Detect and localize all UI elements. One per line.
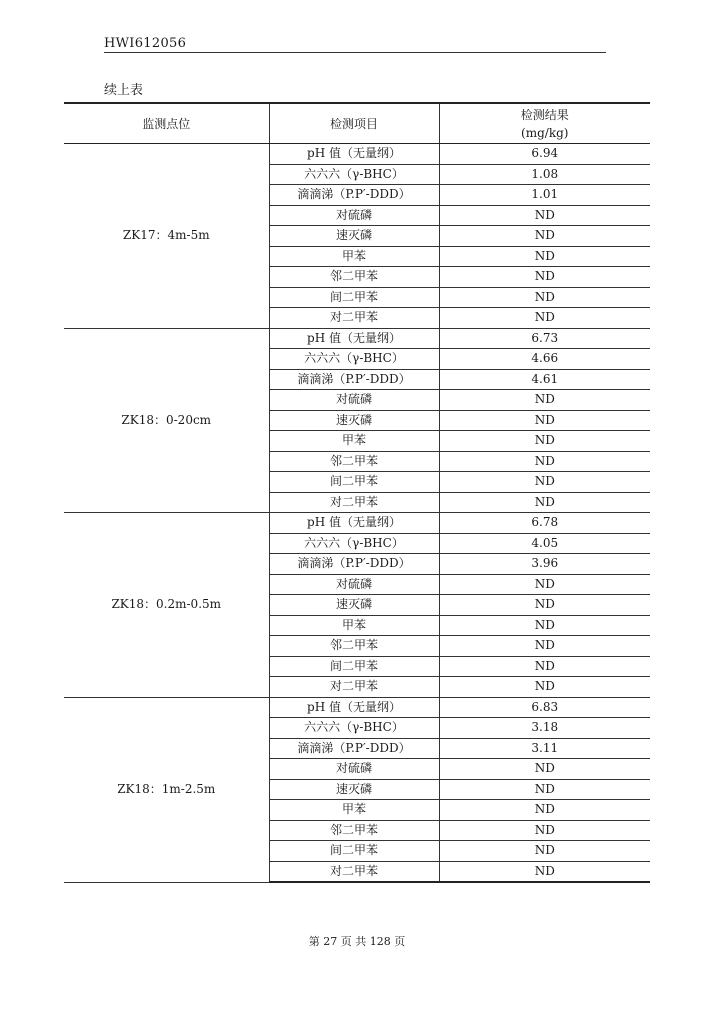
result-cell: ND — [439, 390, 650, 411]
result-cell: ND — [439, 841, 650, 862]
item-cell: 邻二甲苯 — [269, 636, 439, 657]
item-cell: 对硫磷 — [269, 574, 439, 595]
result-cell: ND — [439, 246, 650, 267]
result-cell: 6.83 — [439, 697, 650, 718]
item-cell: 滴滴涕（P.P′-DDD） — [269, 369, 439, 390]
item-cell: 甲苯 — [269, 246, 439, 267]
result-cell: ND — [439, 205, 650, 226]
result-cell: ND — [439, 595, 650, 616]
item-cell: 滴滴涕（P.P′-DDD） — [269, 185, 439, 206]
location-cell: ZK18：1m-2.5m — [64, 697, 269, 882]
table-body — [64, 144, 650, 883]
table-row — [64, 697, 650, 718]
result-cell: ND — [439, 759, 650, 780]
result-cell: 3.96 — [439, 554, 650, 575]
result-cell: 3.18 — [439, 718, 650, 739]
result-cell: 6.94 — [439, 144, 650, 165]
result-cell: ND — [439, 308, 650, 329]
item-cell: 甲苯 — [269, 615, 439, 636]
item-cell: 间二甲苯 — [269, 287, 439, 308]
document-id: HWI612056 — [104, 36, 187, 51]
result-cell: ND — [439, 226, 650, 247]
result-cell: ND — [439, 820, 650, 841]
result-cell: ND — [439, 410, 650, 431]
result-cell: ND — [439, 492, 650, 513]
header-location: 监测点位 — [64, 103, 269, 144]
result-cell: 6.78 — [439, 513, 650, 534]
result-cell: ND — [439, 451, 650, 472]
table-row — [64, 513, 650, 534]
result-cell: 6.73 — [439, 328, 650, 349]
item-cell: 六六六（γ-BHC） — [269, 718, 439, 739]
result-cell: ND — [439, 431, 650, 452]
header-item: 检测项目 — [269, 103, 439, 144]
item-cell: 滴滴涕（P.P′-DDD） — [269, 738, 439, 759]
location-cell: ZK17：4m-5m — [64, 144, 269, 329]
result-cell: 4.61 — [439, 369, 650, 390]
item-cell: 甲苯 — [269, 431, 439, 452]
result-cell: 4.05 — [439, 533, 650, 554]
result-cell: ND — [439, 574, 650, 595]
item-cell: pH 值（无量纲） — [269, 144, 439, 165]
header-result-unit: (mg/kg) — [521, 125, 569, 140]
result-cell: ND — [439, 800, 650, 821]
results-table — [64, 102, 650, 883]
location-cell: ZK18：0.2m-0.5m — [64, 513, 269, 698]
item-cell: 六六六（γ-BHC） — [269, 533, 439, 554]
item-cell: 邻二甲苯 — [269, 451, 439, 472]
result-cell: 3.11 — [439, 738, 650, 759]
item-cell: 速灭磷 — [269, 410, 439, 431]
item-cell: 速灭磷 — [269, 779, 439, 800]
result-cell: ND — [439, 861, 650, 882]
table-header-row — [64, 103, 650, 144]
item-cell: 对二甲苯 — [269, 492, 439, 513]
result-cell: 1.01 — [439, 185, 650, 206]
item-cell: 速灭磷 — [269, 226, 439, 247]
result-cell: ND — [439, 656, 650, 677]
item-cell: 间二甲苯 — [269, 472, 439, 493]
item-cell: pH 值（无量纲） — [269, 328, 439, 349]
item-cell: 对二甲苯 — [269, 308, 439, 329]
result-cell: ND — [439, 677, 650, 698]
header-result — [439, 103, 650, 144]
result-cell: ND — [439, 267, 650, 288]
item-cell: 对硫磷 — [269, 390, 439, 411]
item-cell: 六六六（γ-BHC） — [269, 349, 439, 370]
result-cell: ND — [439, 779, 650, 800]
item-cell: 邻二甲苯 — [269, 267, 439, 288]
location-cell: ZK18：0-20cm — [64, 328, 269, 513]
table-row — [64, 328, 650, 349]
item-cell: 间二甲苯 — [269, 656, 439, 677]
result-cell: ND — [439, 636, 650, 657]
item-cell: 对硫磷 — [269, 205, 439, 226]
header-result-label: 检测结果 — [520, 107, 569, 122]
item-cell: 滴滴涕（P.P′-DDD） — [269, 554, 439, 575]
item-cell: pH 值（无量纲） — [269, 697, 439, 718]
item-cell: 速灭磷 — [269, 595, 439, 616]
result-cell: 4.66 — [439, 349, 650, 370]
result-cell: ND — [439, 472, 650, 493]
table-caption: 续上表 — [104, 83, 144, 98]
item-cell: 甲苯 — [269, 800, 439, 821]
page-number: 第 27 页 共 128 页 — [308, 935, 406, 948]
item-cell: pH 值（无量纲） — [269, 513, 439, 534]
item-cell: 对二甲苯 — [269, 677, 439, 698]
table-row — [64, 144, 650, 165]
item-cell: 对硫磷 — [269, 759, 439, 780]
header-rule — [104, 52, 606, 53]
result-cell: 1.08 — [439, 164, 650, 185]
item-cell: 间二甲苯 — [269, 841, 439, 862]
item-cell: 对二甲苯 — [269, 861, 439, 882]
item-cell: 六六六（γ-BHC） — [269, 164, 439, 185]
result-cell: ND — [439, 615, 650, 636]
item-cell: 邻二甲苯 — [269, 820, 439, 841]
result-cell: ND — [439, 287, 650, 308]
